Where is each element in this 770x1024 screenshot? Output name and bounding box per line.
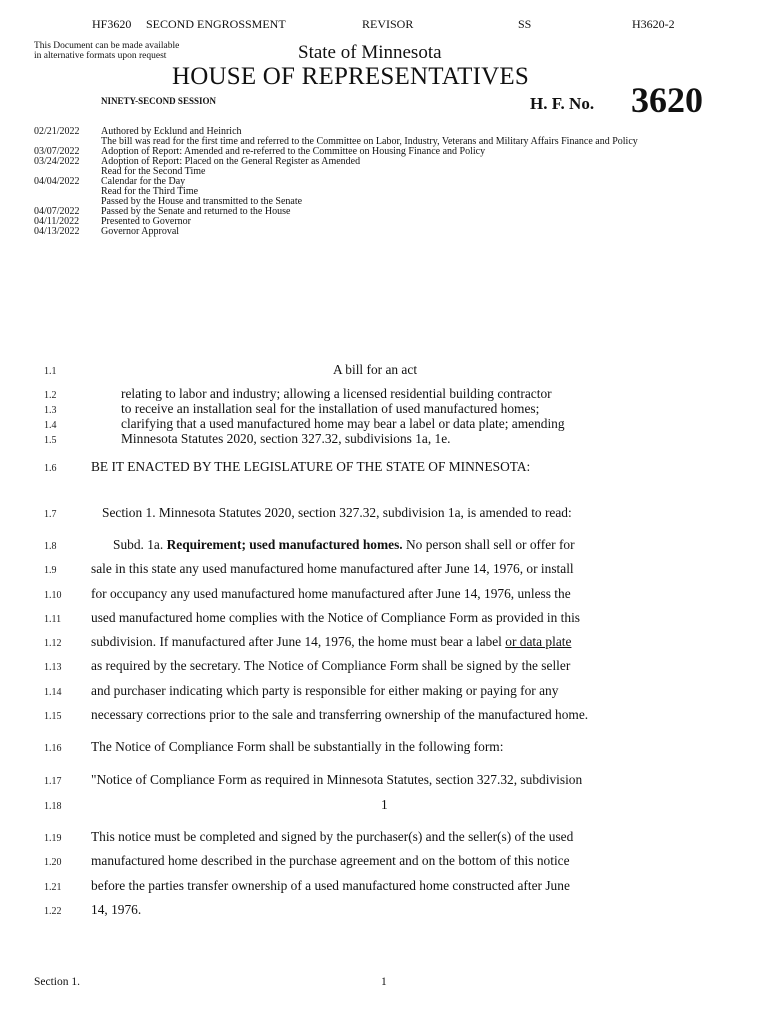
bill-heading: A bill for an act	[333, 362, 418, 377]
line-number: 1.1	[44, 366, 57, 377]
history-action: The bill was read for the first time and referred to the Committee on Labor, Industry, Veterans and Military Affairs Finance and Policy	[101, 136, 638, 147]
line-number: 1.14	[44, 687, 62, 698]
bill-text-segment: subdivision. If manufactured after June 14, 1976, the home must bear a label	[91, 634, 506, 649]
line-number: 1.13	[44, 662, 62, 673]
history-action: Presented to Governor	[101, 216, 191, 227]
header-revisor: REVISOR	[362, 17, 414, 31]
history-date: 02/21/2022	[34, 126, 80, 137]
line-number: 1.20	[44, 857, 62, 868]
subdivision-number: Subd. 1a.	[113, 537, 167, 552]
bill-text-line: No person shall sell or offer for	[402, 537, 575, 552]
header-bill-id: HF3620	[92, 17, 132, 31]
state-title: State of Minnesota	[298, 42, 442, 63]
history-action: Passed by the Senate and returned to the House	[101, 206, 291, 217]
line-number: 1.4	[44, 420, 57, 431]
history-date: 04/11/2022	[34, 216, 80, 227]
bill-title-line: Minnesota Statutes 2020, section 327.32, subdivisions 1a, 1e.	[121, 431, 451, 446]
availability-note-line-2: in alternative formats upon request	[34, 51, 167, 61]
bill-text-line: 1	[381, 797, 388, 812]
line-number: 1.12	[44, 638, 62, 649]
hf-number: 3620	[631, 80, 703, 120]
header-initials: SS	[518, 17, 532, 31]
hf-label: H. F. No.	[530, 94, 595, 113]
line-number: 1.19	[44, 833, 62, 844]
bill-text-line: before the parties transfer ownership of a used manufactured home constructed after June	[91, 878, 570, 893]
history-action: Authored by Ecklund and Heinrich	[101, 126, 242, 137]
history-date: 03/07/2022	[34, 146, 80, 157]
line-number: 1.22	[44, 906, 62, 917]
line-number: 1.5	[44, 435, 57, 446]
bill-text-line: used manufactured home complies with the Notice of Compliance Form as provided in this	[91, 610, 581, 625]
history-date: 04/07/2022	[34, 206, 80, 217]
bill-text-line: manufactured home described in the purchase agreement and on the bottom of this notice	[91, 853, 570, 868]
session-label: NINETY-SECOND SESSION	[101, 96, 216, 106]
bill-text-line: necessary corrections prior to the sale and transferring ownership of the manufactured home.	[91, 707, 589, 722]
line-number: 1.2	[44, 390, 57, 401]
footer-section: Section 1.	[34, 976, 80, 988]
bill-text-line: 14, 1976.	[91, 902, 142, 917]
bill-text-line: and purchaser indicating which party is responsible for either making or paying for any	[91, 683, 559, 698]
bill-text-line: sale in this state any used manufactured home manufactured after June 14, 1976, or install	[91, 561, 574, 576]
header-doc-code: H3620-2	[632, 17, 675, 31]
enacting-clause: BE IT ENACTED BY THE LEGISLATURE OF THE STATE OF MINNESOTA:	[91, 459, 531, 474]
line-number: 1.17	[44, 776, 62, 787]
history-action: Passed by the House and transmitted to the Senate	[101, 196, 303, 207]
line-number: 1.15	[44, 711, 62, 722]
line-number: 1.9	[44, 565, 57, 576]
history-action: Read for the Third Time	[101, 186, 199, 197]
history-action: Calendar for the Day	[101, 176, 186, 187]
line-number: 1.21	[44, 882, 62, 893]
availability-note-line-1: This Document can be made available	[34, 41, 180, 51]
section-heading: Section 1. Minnesota Statutes 2020, section 327.32, subdivision 1a, is amended to read:	[102, 505, 572, 520]
inserted-text: or data plate	[505, 634, 572, 649]
header-engrossment: SECOND ENGROSSMENT	[146, 17, 286, 31]
house-title: HOUSE OF REPRESENTATIVES	[172, 63, 529, 90]
history-action: Read for the Second Time	[101, 166, 206, 177]
bill-text-line: This notice must be completed and signed by the purchaser(s) and the seller(s) of the used	[91, 829, 574, 844]
bill-title-line: clarifying that a used manufactured home may bear a label or data plate; amending	[121, 416, 565, 431]
line-number: 1.16	[44, 743, 62, 754]
history-date: 04/04/2022	[34, 176, 80, 187]
subdivision-first-line	[113, 537, 575, 553]
line-number: 1.8	[44, 541, 57, 552]
history-action: Governor Approval	[101, 226, 180, 237]
history-action: Adoption of Report: Placed on the General Register as Amended	[101, 156, 361, 167]
line-number: 1.7	[44, 509, 57, 520]
bill-title-line: relating to labor and industry; allowing a licensed residential building contractor	[121, 386, 552, 401]
history-date: 04/13/2022	[34, 226, 80, 237]
bill-text-line: for occupancy any used manufactured home manufactured after June 14, 1976, unless the	[91, 586, 571, 601]
footer-page-number: 1	[381, 976, 387, 988]
line-number: 1.10	[44, 590, 62, 601]
bill-text-line: "Notice of Compliance Form as required in Minnesota Statutes, section 327.32, subdivision	[91, 772, 583, 787]
line-number: 1.3	[44, 405, 57, 416]
line-number: 1.11	[44, 614, 62, 625]
bill-title-line: to receive an installation seal for the installation of used manufactured homes;	[121, 401, 540, 416]
bill-text-line: The Notice of Compliance Form shall be substantially in the following form:	[91, 739, 504, 754]
history-action: Adoption of Report: Amended and re-referred to the Committee on Housing Finance and Policy	[101, 146, 486, 157]
line-number: 1.18	[44, 801, 62, 812]
bill-text-line	[91, 634, 571, 650]
subdivision-heading: Requirement; used manufactured homes.	[166, 537, 403, 552]
line-number: 1.6	[44, 463, 57, 474]
history-date: 03/24/2022	[34, 156, 80, 167]
bill-text-line: as required by the secretary. The Notice of Compliance Form shall be signed by the seller	[91, 658, 571, 673]
